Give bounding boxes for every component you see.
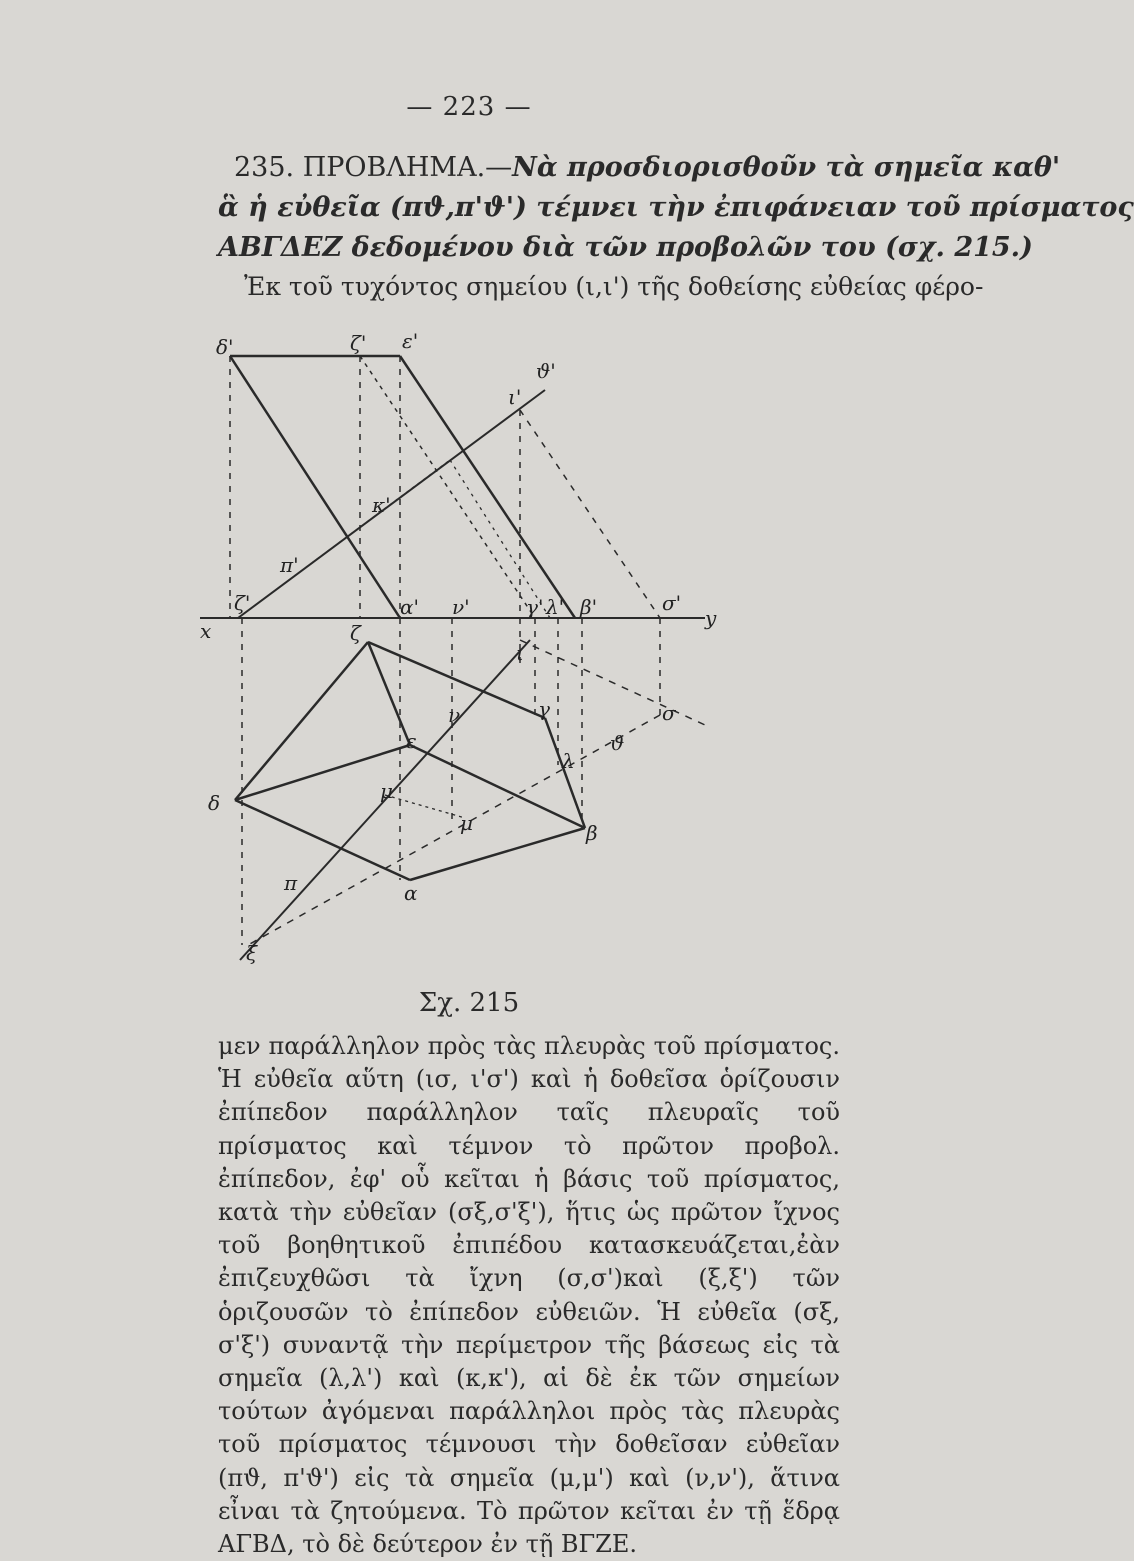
problem-heading-line [234,152,1060,183]
label-gamma-prime: γ' [526,595,544,619]
label-iota: ι [516,641,524,665]
problem-intro-line: Ἐκ τοῦ τυχόντος σημείου (ι,ι') τῆς δοθείσης εὐθείας φέρο- [244,272,984,301]
trace-sigma-xi [248,715,660,945]
label-delta: δ [208,791,221,815]
label-zeta: ζ [350,621,361,645]
label-kappa-prime: κ' [372,493,391,517]
label-delta-prime: δ' [216,335,234,359]
label-theta: ϑ [610,731,625,755]
label-lambda: λ [562,749,575,773]
label-theta-prime: ϑ' [536,359,556,383]
label-xi: ξ [246,941,258,965]
line-iota-sigma-v [520,410,660,618]
problem-statement-part-1: Νὰ προσδιορισθοῦν τὰ σημεῖα καθ' [512,152,1061,183]
edge-epsilon-beta-v [400,356,575,618]
prism-projection-figure [190,320,730,980]
label-lambda-prime: λ' [546,595,565,619]
label-zeta-prime: ζ' [234,591,251,615]
label-pi: π [284,871,298,895]
edge-alpha-beta-h [410,828,585,880]
aux-line-mu-h [385,795,465,818]
label-beta-prime: β' [580,595,598,619]
label-beta: β [586,821,598,845]
label-gamma: γ [538,697,550,721]
label-sigma-prime: σ' [662,591,682,615]
body-paragraph: μεν παράλληλον πρὸς τὰς πλευρὰς τοῦ πρίσματος. Ἡ εὐθεῖα αὕτη (ισ, ι'σ') καὶ ἡ δοθεῖσα ὁρίζουσιν ἐπίπεδον παράλληλον ταῖς πλευραῖς τοῦ πρίσματος καὶ τέμνον τὸ πρῶτον προβολ. ἐπίπεδον, ἐφ' οὗ κεῖται ἡ βάσις τοῦ πρίσματος, κατὰ τὴν εὐθεῖαν (σξ,σ'ξ'), ἥτις ὡς πρῶτον ἴχνος τοῦ βοηθητικοῦ ἐπιπέδου κατασκευάζεται,ἐὰν ἐπιζευχθῶσι τὰ ἴχνη (σ,σ')καὶ (ξ,ξ') τῶν ὁριζουσῶν τὸ ἐπίπεδον εὐθειῶν. Ἡ εὐθεῖα (σξ, σ'ξ') συναντᾷ τὴν περίμετρον τῆς βάσεως εἰς τὰ σημεῖα (λ,λ') καὶ (κ,κ'), αἱ δὲ ἐκ τῶν σημείων τούτων ἀγόμεναι παράλληλοι πρὸς τὰς πλευρὰς τοῦ πρίσματος τέμνουσι τὴν δοθεῖσαν εὐθεῖαν (πϑ, π'ϑ') εἰς τὰ σημεῖα (μ,μ') καὶ (ν,ν'), ἅτινα εἶναι τὰ ζητούμενα. Τὸ πρῶτον κεῖται ἐν τῇ ἕδρᾳ ΑΓΒΔ, τὸ δὲ δεύτερον ἐν τῇ ΒΓΖΕ. [218,1032,840,1559]
page-number: — 223 — [406,92,532,122]
edge-delta-alpha-v [230,356,400,618]
figure-caption: Σχ. 215 [418,988,520,1018]
label-alpha-prime: α' [400,595,420,619]
label-zeta-prime-top: ζ' [350,331,367,355]
label-nu-prime: ν' [452,595,470,619]
label-iota-prime: ι' [508,385,522,409]
label-mu-2: μ [460,811,473,835]
problem-statement-part-3: ΑΒΓΔΕΖ δεδομένου διὰ τῶν προβολῶν του (σχ. 215.) [218,232,1033,263]
body-text [218,1030,840,1561]
label-pi-prime: π' [280,553,299,577]
label-nu: ν [448,703,461,727]
label-sigma: σ [662,701,676,725]
edge-zeta-delta-h [235,642,368,800]
problem-number: 235. ΠΡΟΒΛΗΜΑ.— [234,152,513,183]
label-epsilon-prime: ε' [402,329,419,353]
label-mu: μ [380,779,393,803]
label-y: y [705,606,717,630]
label-alpha: α [404,881,418,905]
problem-statement-part-2: ἃ ἡ εὐθεῖα (πϑ,π'ϑ') τέμνει τὴν ἐπιφάνειαν τοῦ πρίσματος [218,192,1134,223]
label-x: x [200,619,212,643]
label-epsilon: ε [406,729,417,753]
